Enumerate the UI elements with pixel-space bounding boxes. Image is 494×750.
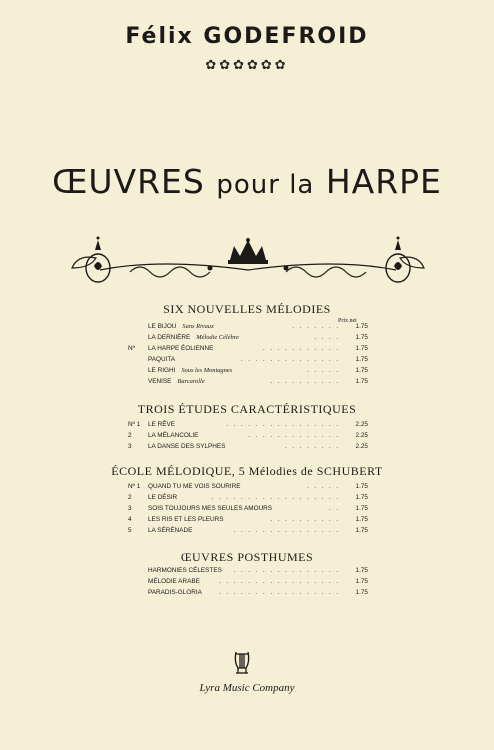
list-item: LA DERNIÈRE Mélodie Célèbre . . . . 1.75 [148, 334, 368, 341]
publisher-name: Lyra Music Company [199, 682, 295, 694]
title-oeuvres: ŒUVRES [52, 162, 205, 201]
list-item: HARMONIES CÉLESTES . . . . . . . . . . . . . . . 1.75 [148, 567, 368, 574]
list-item: VENISE Barcarolle . . . . . . . . . . 1.75 [148, 378, 368, 385]
flower-ornament-row: ✿✿✿✿✿✿ [205, 58, 289, 73]
list-item: LE BIJOU Sans Rivaux . . . . . . . 1.75 [148, 323, 368, 330]
section-title-ecole: ÉCOLE MÉLODIQUE, 5 Mélodies de SCHUBERT [111, 464, 383, 478]
list-item: 3 LA DANSE DES SYLPHES . . . . . . . . 2.25 [128, 443, 368, 450]
title-harpe: HARPE [325, 162, 442, 201]
list-item: PAQUITA . . . . . . . . . . . . . . 1.75 [148, 356, 368, 363]
list-item: Nº LA HARPE ÉOLIENNE . . . . . . . . . . . 1.75 [128, 345, 368, 352]
list-item: 2 LA MÉLANCOLIE . . . . . . . . . . . . . 2.25 [128, 432, 368, 439]
composer-name: Félix GODEFROID [125, 24, 369, 49]
list-item: PARADIS-GLORIA . . . . . . . . . . . . . . . . . 1.75 [148, 589, 368, 596]
section-title-posthumes: ŒUVRES POSTHUMES [180, 550, 314, 564]
crown-ornament-icon [70, 232, 426, 292]
section-title-six: SIX NOUVELLES MÉLODIES [163, 302, 331, 316]
title-pour-la: pour la [216, 170, 315, 200]
prix-net-label: Prix net [338, 318, 357, 324]
list-item: 2 LE DÉSIR . . . . . . . . . . . . . . . . . . 1.75 [128, 494, 368, 501]
list-item: MÉLODIE ARABE . . . . . . . . . . . . . . . . . 1.75 [148, 578, 368, 585]
list-item: 5 LA SÉRÉNADE . . . . . . . . . . . . . . . 1.75 [128, 527, 368, 534]
lyre-logo-icon [232, 648, 252, 676]
list-item: 4 LES RIS ET LES PLEURS . . . . . . . . . . 1.75 [128, 516, 368, 523]
list-item: 3 SOIS TOUJOURS MES SEULES AMOURS . . 1.75 [128, 505, 368, 512]
list-item: LE RIGHI Sous les Montagnes . . . . . 1.75 [148, 367, 368, 374]
main-title [0, 162, 494, 201]
list-item: Nº 1 LE RÊVE . . . . . . . . . . . . . . . . 2.25 [128, 421, 368, 428]
section-title-trois: TROIS ÉTUDES CARACTÉRISTIQUES [137, 402, 357, 416]
list-item: Nº 1 QUAND TU ME VOIS SOURIRE . . . . . 1.75 [128, 483, 368, 490]
